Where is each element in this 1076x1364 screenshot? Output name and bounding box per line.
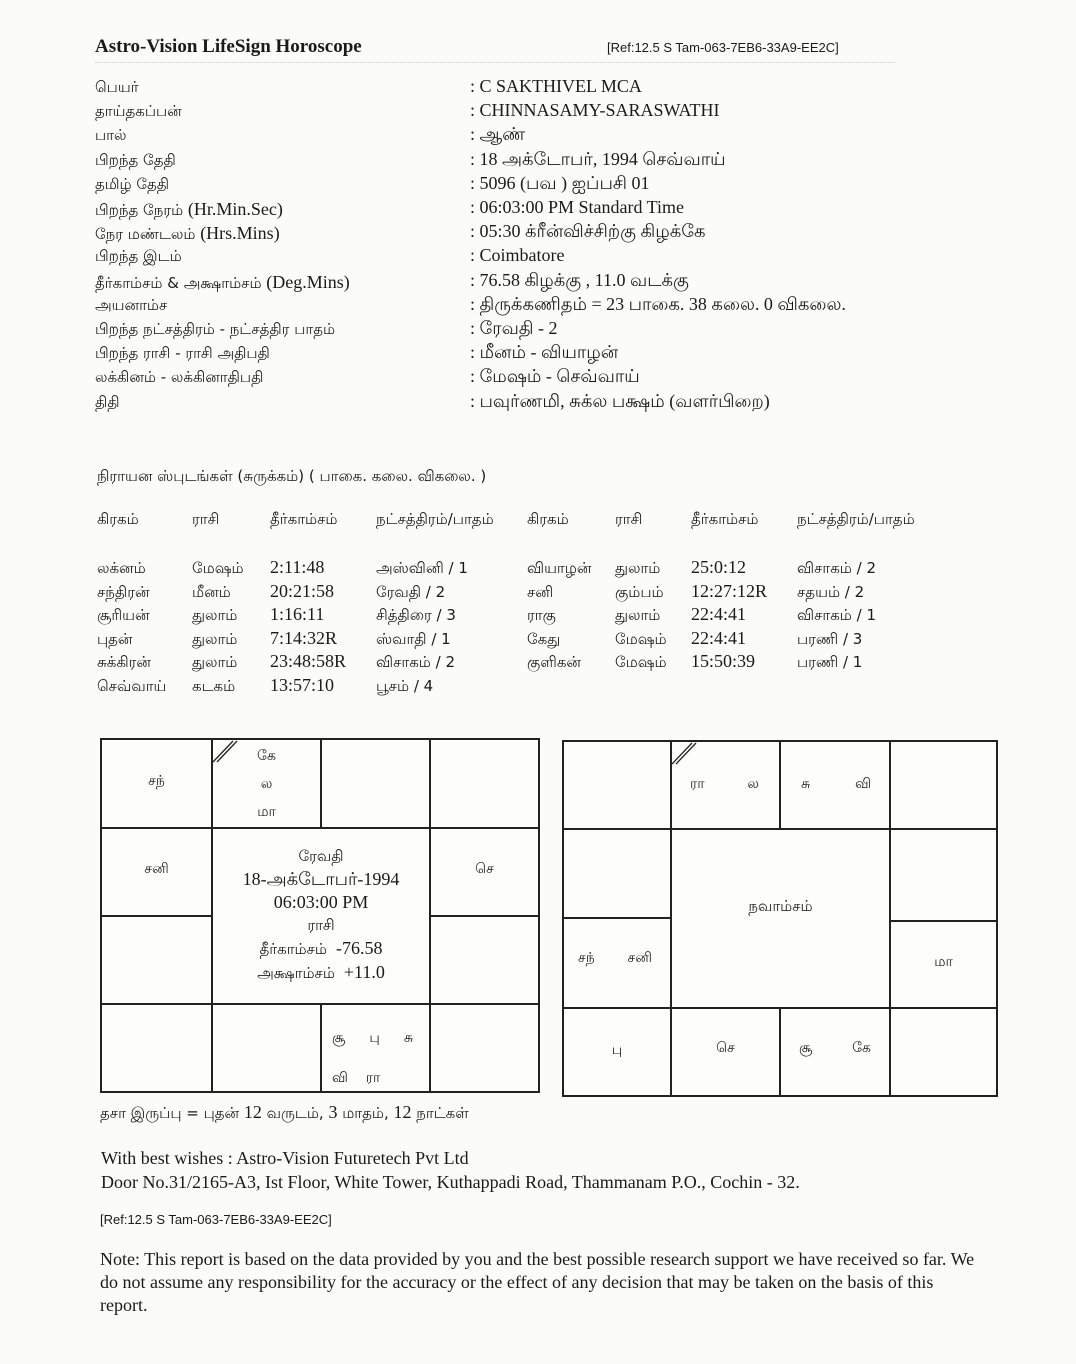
- birth-star: ரேவதி: [298, 847, 344, 865]
- planet-name: சுக்கிரன்: [97, 653, 151, 671]
- planet: சனி: [144, 861, 169, 877]
- detail-value: : ஆண்: [470, 124, 526, 144]
- dasa-years-unit: வருடம்,: [261, 1104, 329, 1122]
- detail-label-tamil: தாய்தகப்பன்: [95, 102, 182, 120]
- rasi-name: துலாம்: [192, 653, 238, 671]
- rasi-name: துலாம்: [192, 630, 238, 648]
- detail-label-tamil: பால்: [95, 126, 127, 144]
- chart-line: [429, 915, 538, 917]
- navamsa-center-label: நவாம்சம்: [748, 897, 813, 915]
- planet: ல: [260, 776, 273, 792]
- birth-time: 06:03:00 PM: [273, 892, 369, 912]
- chart-name: ராசி: [307, 916, 335, 934]
- planet: சந்: [148, 773, 165, 789]
- disclaimer-note: Note: This report is based on the data provided by you and the best possible research support we have received so far. We do not assume any responsibility for the accuracy or the effect of any decision that may be taken on the basis of this report.: [100, 1249, 975, 1315]
- chart-line: [889, 742, 891, 1095]
- column-header: ராசி: [192, 510, 220, 528]
- detail-value: : பவுர்ணமி, சுக்ல பக்ஷம் (வளர்பிறை): [470, 391, 770, 411]
- planet: கே: [257, 748, 276, 764]
- detail-value: : மேஷம் - செவ்வாய்: [470, 366, 640, 386]
- rasi-chart-center: [213, 845, 429, 985]
- house-aquarius: [564, 950, 670, 968]
- nakshatra-pada: பூசம் / 4: [376, 677, 434, 695]
- latitude-label: அக்ஷாம்சம்: [257, 964, 335, 982]
- detail-label-tamil: திதி: [95, 393, 120, 411]
- rasi-name: கும்பம்: [615, 583, 664, 601]
- planet: பு: [611, 1042, 623, 1058]
- detail-value: : 05:30 க்ரீன்விச்சிற்கு கிழக்கே: [470, 221, 706, 241]
- detail-value: : C SAKTHIVEL MCA: [470, 76, 642, 96]
- detail-label-tamil: தமிழ் தேதி: [95, 175, 170, 193]
- dasa-months-unit: மாதம்,: [337, 1104, 394, 1122]
- header-divider: [95, 62, 895, 63]
- positions-title: நிராயன ஸ்புடங்கள் (சுருக்கம்) ( பாகை. கலை. விகலை. ): [97, 467, 487, 485]
- detail-value: : 5096 (பவ ) ஐப்பசி 01: [470, 173, 650, 193]
- detail-label: [95, 102, 182, 122]
- planet: சூ: [799, 1040, 813, 1056]
- house-aquarius: [102, 861, 211, 879]
- chart-line: [429, 740, 431, 1091]
- detail-label: [95, 175, 169, 195]
- longitude-value: 22:4:41: [691, 604, 747, 624]
- longitude-value: 7:14:32R: [270, 628, 338, 648]
- dasa-days: 12: [393, 1102, 412, 1122]
- planet-name: ராகு: [527, 606, 556, 624]
- detail-label-tamil: தீர்காம்சம் & அக்ஷாம்சம்: [95, 274, 267, 292]
- detail-label: [95, 344, 270, 364]
- chart-line: [564, 917, 672, 919]
- detail-label: [95, 368, 263, 388]
- nakshatra-pada: அஸ்வினி / 1: [376, 559, 468, 577]
- detail-label-tamil: பிறந்த நட்சத்திரம் - நட்சத்திர பாதம்: [95, 320, 336, 338]
- birth-date: 18-அக்டோபர்-1994: [242, 869, 400, 889]
- report-title: Astro-Vision LifeSign Horoscope: [95, 36, 362, 57]
- detail-label-tamil: பிறந்த தேதி: [95, 151, 176, 169]
- planet-name: கேது: [527, 630, 561, 648]
- longitude-value: 1:16:11: [270, 604, 325, 624]
- chart-line: [320, 740, 322, 828]
- detail-label-tamil: லக்கினம் - லக்கினாதிபதி: [95, 368, 264, 386]
- planet: பு: [369, 1030, 380, 1046]
- planet: செ: [475, 861, 494, 877]
- detail-value: : ரேவதி - 2: [470, 318, 558, 338]
- detail-value: : திருக்கணிதம் = 23 பாகை. 38 கலை. 0 விகலை.: [470, 294, 846, 314]
- longitude-value: 22:4:41: [691, 628, 747, 648]
- column-header: நட்சத்திரம்/பாதம்: [376, 510, 494, 528]
- nakshatra-pada: பரணி / 3: [797, 630, 863, 648]
- detail-label: [95, 151, 176, 171]
- nakshatra-pada: ஸ்வாதி / 1: [376, 630, 451, 648]
- detail-label: [95, 320, 335, 340]
- planet: செ: [716, 1040, 735, 1056]
- nakshatra-pada: பரணி / 1: [797, 653, 863, 671]
- planet-name: சூரியன்: [97, 606, 150, 624]
- nakshatra-pada: விசாகம் / 1: [797, 606, 877, 624]
- planet: சனி: [627, 950, 652, 966]
- rasi-name: துலாம்: [615, 606, 661, 624]
- detail-label-tamil: நேர மண்டலம்: [95, 225, 201, 243]
- longitude-value: 25:0:12: [691, 557, 747, 577]
- column-header: தீர்காம்சம்: [691, 510, 759, 528]
- dasa-years: 12: [243, 1102, 262, 1122]
- detail-label: [95, 78, 139, 98]
- detail-label: [95, 199, 283, 221]
- planet: வி: [855, 776, 871, 792]
- detail-label: [95, 126, 126, 146]
- detail-value: : 06:03:00 PM Standard Time: [470, 197, 685, 217]
- rasi-name: மேஷம்: [192, 559, 244, 577]
- planet: சந்: [578, 950, 595, 966]
- longitude-value: -76.58: [336, 938, 383, 958]
- nakshatra-pada: ரேவதி / 2: [376, 583, 446, 601]
- rasi-name: மீனம்: [192, 583, 231, 601]
- column-header: கிரகம்: [97, 510, 139, 528]
- longitude-value: 2:11:48: [270, 557, 325, 577]
- nakshatra-pada: விசாகம் / 2: [376, 653, 456, 671]
- planet-name: செவ்வாய்: [97, 677, 167, 695]
- longitude-value: 12:27:12R: [691, 581, 768, 601]
- house-capricorn: [564, 1042, 670, 1060]
- planet: கே: [852, 1040, 871, 1056]
- planet: சு: [801, 776, 811, 792]
- house-taurus: [781, 776, 889, 794]
- planet-name: லக்னம்: [97, 559, 146, 577]
- house-aries: [672, 776, 779, 794]
- longitude-value: 13:57:10: [270, 675, 335, 695]
- nakshatra-pada: விசாகம் / 2: [797, 559, 877, 577]
- dasa-days-unit: நாட்கள்: [411, 1104, 469, 1122]
- house-scorpio: [781, 1040, 889, 1058]
- planet-name: சந்திரன்: [97, 583, 150, 601]
- detail-label-english: (Hr.Min.Sec): [187, 199, 283, 219]
- rasi-chart: [100, 738, 540, 1093]
- navamsa-chart: [562, 740, 998, 1097]
- planet: ரா: [365, 1070, 381, 1086]
- nakshatra-pada: சதயம் / 2: [797, 583, 865, 601]
- detail-label-tamil: பிறந்த நேரம்: [95, 201, 188, 219]
- detail-label: [95, 393, 120, 413]
- detail-label-tamil: பிறந்த ராசி - ராசி அதிபதி: [95, 344, 270, 362]
- reference-code: [Ref:12.5 S Tam-063-7EB6-33A9-EE2C]: [607, 40, 839, 55]
- company-address: Door No.31/2165-A3, Ist Floor, White Tower, Kuthappadi Road, Thammanam P.O., Cochin - 32.: [101, 1172, 800, 1192]
- detail-label-tamil: பெயர்: [95, 78, 139, 96]
- detail-label: [95, 272, 350, 294]
- chart-line: [889, 920, 996, 922]
- rasi-name: மேஷம்: [615, 653, 667, 671]
- rasi-name: துலாம்: [192, 606, 238, 624]
- detail-label-english: (Deg.Mins): [266, 272, 350, 292]
- detail-label-tamil: அயனாம்ச: [95, 296, 168, 314]
- detail-value: : 76.58 கிழக்கு , 11.0 வடக்கு: [470, 270, 689, 290]
- detail-value: : Coimbatore: [470, 245, 565, 265]
- dasa-prefix: தசா இருப்பு = புதன்: [100, 1104, 244, 1122]
- rasi-name: துலாம்: [615, 559, 661, 577]
- planet: ல: [747, 776, 759, 792]
- planet: மா: [257, 804, 276, 820]
- dasa-balance: [100, 1102, 469, 1124]
- detail-label-tamil: பிறந்த இடம்: [95, 247, 182, 265]
- house-aries: [213, 742, 320, 826]
- nakshatra-pada: சித்திரை / 3: [376, 606, 456, 624]
- planet: ரா: [690, 776, 705, 792]
- dasa-months: 3: [328, 1102, 338, 1122]
- planet: சூ: [332, 1030, 346, 1046]
- house-sagittarius: [672, 1040, 779, 1058]
- longitude-value: 23:48:58R: [270, 651, 347, 671]
- house-cancer: [891, 954, 996, 972]
- longitude-value: 20:21:58: [270, 581, 335, 601]
- planet: வி: [332, 1070, 348, 1086]
- planet-name: சனி: [527, 583, 554, 601]
- house-pisces: [102, 773, 211, 791]
- column-header: நட்சத்திரம்/பாதம்: [797, 510, 915, 528]
- longitude-label: தீர்காம்சம்: [259, 940, 327, 958]
- detail-label-english: (Hrs.Mins): [200, 223, 280, 243]
- column-header: கிரகம்: [527, 510, 569, 528]
- ascendant-mark-icon: [671, 742, 697, 766]
- planet: மா: [934, 954, 953, 970]
- planet-name: புதன்: [97, 630, 133, 648]
- planet: சு: [403, 1030, 413, 1046]
- chart-line: [102, 915, 211, 917]
- wishes-line: With best wishes : Astro-Vision Futuretech Pvt Ltd: [101, 1148, 469, 1168]
- detail-value: : மீனம் - வியாழன்: [470, 342, 619, 362]
- detail-value: : CHINNASAMY-SARASWATHI: [470, 100, 720, 120]
- house-libra: [322, 1018, 429, 1098]
- planet-name: வியாழன்: [527, 559, 592, 577]
- house-cancer: [431, 861, 538, 879]
- detail-value: : 18 அக்டோபர், 1994 செவ்வாய்: [470, 149, 726, 169]
- detail-label: [95, 247, 182, 267]
- detail-label: [95, 296, 167, 316]
- latitude-value: +11.0: [343, 962, 385, 982]
- longitude-value: 15:50:39: [691, 651, 756, 671]
- column-header: தீர்காம்சம்: [270, 510, 338, 528]
- rasi-name: கடகம்: [192, 677, 236, 695]
- detail-label: [95, 223, 280, 245]
- column-header: ராசி: [615, 510, 643, 528]
- rasi-name: மேஷம்: [615, 630, 667, 648]
- reference-code-bottom: [Ref:12.5 S Tam-063-7EB6-33A9-EE2C]: [100, 1212, 332, 1227]
- planet-name: குளிகன்: [527, 653, 581, 671]
